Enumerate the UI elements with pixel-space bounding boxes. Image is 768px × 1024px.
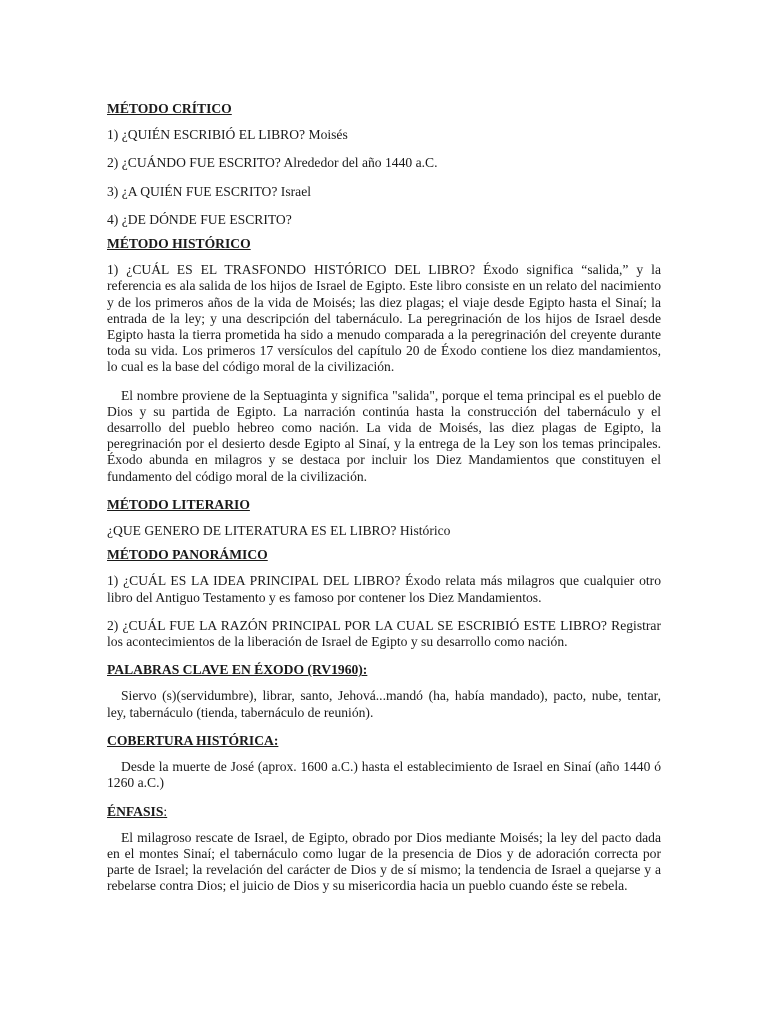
critico-item-4: 4) ¿DE DÓNDE FUE ESCRITO? (107, 211, 292, 227)
critico-item-1: 1) ¿QUIÉN ESCRIBIÓ EL LIBRO? Moisés (107, 127, 348, 143)
heading-cobertura-historica: COBERTURA HISTÓRICA: (107, 732, 279, 748)
enfasis-text: El milagroso rescate de Israel, de Egipto, obrado por Dios mediante Moisés; la ley del pacto dada en el montes Sinaí; el tabernáculo como lugar de la presencia de Dios y de adoración correcta por parte de Israel; la revelación del carácter de Dios y de sí mismo; la tendencia de Israel a quejarse y a rebelarse contra Dios; el juicio de Dios y su misericordia hacia un pueblo cuando éste se rebela. (107, 829, 661, 894)
palabras-clave-text: Siervo (s)(servidumbre), librar, santo, Jehová...mandó (ha, había mandado), pacto, nube, tentar, ley, tabernáculo (tienda, tabernáculo de reunión). (107, 688, 661, 720)
literario-question: ¿QUE GENERO DE LITERATURA ES EL LIBRO? Histórico (107, 523, 451, 539)
heading-metodo-historico: MÉTODO HISTÓRICO (107, 236, 251, 252)
heading-metodo-panoramico: MÉTODO PANORÁMICO (107, 547, 268, 563)
enfasis-colon: : (163, 803, 168, 819)
critico-item-2: 2) ¿CUÁNDO FUE ESCRITO? Alrededor del año 1440 a.C. (107, 155, 438, 171)
panoramico-item-1: 1) ¿CUÁL ES LA IDEA PRINCIPAL DEL LIBRO? Éxodo relata más milagros que cualquier otro libro del Antiguo Testamento y es famoso por contener los Diez Mandamientos. (107, 573, 661, 605)
historico-paragraph-1: 1) ¿CUÁL ES EL TRASFONDO HISTÓRICO DEL LIBRO? Éxodo significa “salida,” y la referencia es ala salida de los hijos de Israel de Egipto. Este libro consiste en un relato del nacimiento y de los primeros años de la vida de Moisés; las diez plagas; el viaje desde Egipto hasta el Sinaí; la entrada de la ley; y una descripción del tabernáculo. La peregrinación de los hijos de Israel desde Egipto hasta la tierra prometida ha sido a menudo comparada a la peregrinación del creyente durante toda su vida. Los primeros 17 versículos del capítulo 20 de Éxodo contiene los diez mandamientos, lo cual es la base del código moral de la civilización. (107, 262, 661, 375)
heading-metodo-critico: MÉTODO CRÍTICO (107, 101, 232, 116)
enfasis-title: ÉNFASIS (107, 803, 164, 819)
panoramico-item-2: 2) ¿CUÁL FUE LA RAZÓN PRINCIPAL POR LA CUAL SE ESCRIBIÓ ESTE LIBRO? Registrar los acontecimientos de la liberación de Israel de Egipto y su desarrollo como nación. (107, 617, 661, 650)
historico-paragraph-2: El nombre proviene de la Septuaginta y significa "salida", porque el tema principal es el pueblo de Dios y su partida de Egipto. La narración continúa hasta la construcción del tabernáculo y el desarrollo del pueblo hebreo como nación. La vida de Moisés, las diez plagas de Egipto, la peregrinación por el desierto desde Egipto al Sinaí, y la entrega de la Ley son los temas principales. Éxodo abunda en milagros y se destaca por incluir los Diez Mandamientos que constituyen el fundamento del código moral de la civilización. (107, 387, 661, 484)
heading-palabras-clave: PALABRAS CLAVE EN ÉXODO (RV1960): (107, 662, 368, 678)
critico-item-3: 3) ¿A QUIÉN FUE ESCRITO? Israel (107, 183, 311, 199)
heading-enfasis (107, 804, 661, 820)
heading-metodo-literario: MÉTODO LITERARIO (107, 496, 250, 512)
cobertura-historica-text: Desde la muerte de José (aprox. 1600 a.C.) hasta el establecimiento de Israel en Sinaí (año 1440 ó 1260 a.C.) (107, 759, 661, 791)
